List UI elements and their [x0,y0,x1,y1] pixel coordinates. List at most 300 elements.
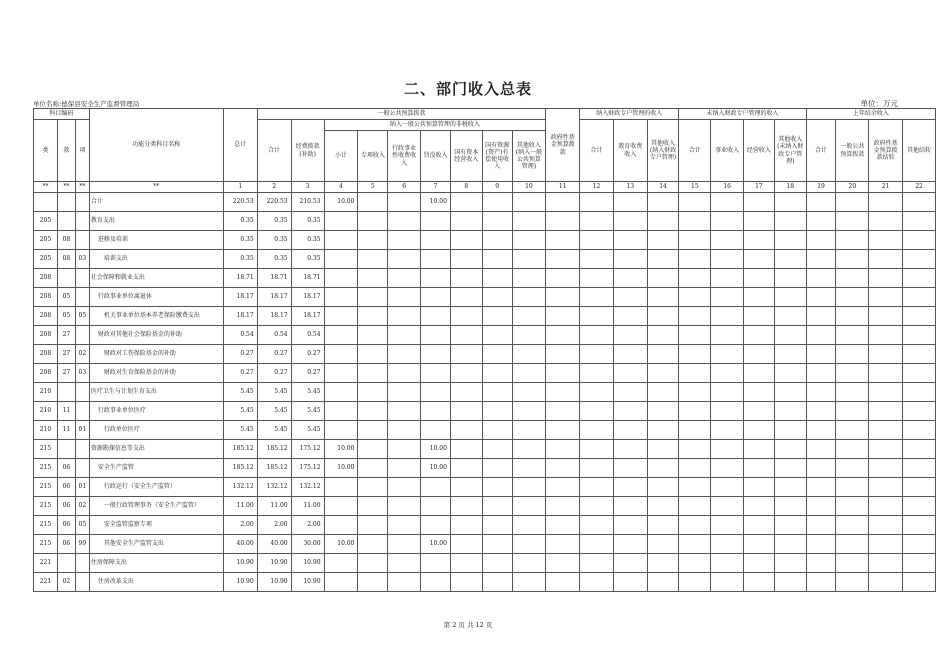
empty-cell [836,459,869,478]
empty-cell [679,231,711,250]
tax-subtotal-cell [324,307,358,326]
empty-cell [711,345,744,364]
fine-cell [421,516,451,535]
empty-cell [613,497,647,516]
empty-cell [869,269,903,288]
empty-cell [679,288,711,307]
empty-cell [774,288,806,307]
empty-cell [869,535,903,554]
general-budget-header: 一般公共预算拨款 [257,109,546,120]
empty-cell [450,231,482,250]
empty-cell [450,383,482,402]
func-name-cell: 培训支出 [89,250,223,269]
tax-subtotal-cell: 10.00 [324,459,358,478]
empty-cell [744,193,775,212]
empty-cell [711,440,744,459]
empty-cell [647,497,679,516]
empty-cell [358,421,388,440]
empty-cell [774,307,806,326]
func-name-cell: 资源勘探信息等支出 [89,440,223,459]
table-row [34,535,936,554]
empty-cell [711,535,744,554]
empty-cell [613,383,647,402]
empty-cell [388,402,421,421]
empty-cell [806,459,836,478]
total-cell: 2.00 [223,516,257,535]
column-number-cell: 11 [546,182,580,193]
gen-total-cell: 2.00 [257,516,291,535]
empty-cell [613,231,647,250]
state-asset-header: 国有资源(资产)有偿使用收入 [482,131,512,182]
empty-cell [679,307,711,326]
empty-cell [647,269,679,288]
empty-cell [482,250,512,269]
empty-cell [903,478,936,497]
empty-cell [647,535,679,554]
gen-fund-cell: 0.27 [291,345,324,364]
empty-cell [388,307,421,326]
column-number-cell: 8 [450,182,482,193]
total-cell: 220.53 [223,193,257,212]
empty-cell [806,497,836,516]
table-row [34,497,936,516]
lei-cell: 221 [34,573,58,592]
xiang-cell [75,459,89,478]
empty-cell [512,326,546,345]
empty-cell [679,250,711,269]
empty-cell [512,478,546,497]
empty-cell [613,421,647,440]
gen-total-header: 合计 [257,120,291,182]
empty-cell [647,421,679,440]
empty-cell [450,212,482,231]
empty-cell [388,345,421,364]
empty-cell [869,573,903,592]
empty-cell [358,516,388,535]
ly-total-header: 合计 [806,120,836,182]
sp-total-header: 合计 [580,120,614,182]
empty-cell [450,440,482,459]
total-header: 总计 [223,109,257,182]
table-row [34,288,936,307]
empty-cell [806,554,836,573]
empty-cell [744,573,775,592]
empty-cell [806,212,836,231]
kuan-cell [57,269,75,288]
fine-cell [421,554,451,573]
tax-subtotal-cell [324,250,358,269]
empty-cell [358,269,388,288]
empty-cell [647,326,679,345]
empty-cell [546,250,580,269]
kuan-cell: 02 [57,573,75,592]
kuan-cell: 11 [57,402,75,421]
xiang-cell: 02 [75,345,89,364]
empty-cell [512,402,546,421]
gen-total-cell: 18.71 [257,269,291,288]
last-year-header: 上年结余收入 [806,109,935,120]
tax-subtotal-cell [324,364,358,383]
lei-cell [34,193,58,212]
tax-subtotal-cell: 10.00 [324,535,358,554]
gen-fund-cell: 18.71 [291,269,324,288]
empty-cell [869,307,903,326]
empty-cell [711,497,744,516]
func-name-cell: 住房改革支出 [89,573,223,592]
total-cell: 40.00 [223,535,257,554]
column-number-cell: 1 [223,182,257,193]
gen-fund-cell: 5.45 [291,402,324,421]
special-income-col-header: 专项收入 [358,131,388,182]
empty-cell [903,573,936,592]
table-row [34,478,936,497]
empty-cell [482,326,512,345]
empty-cell [869,212,903,231]
kuan-cell: 08 [57,250,75,269]
total-cell: 5.45 [223,402,257,421]
empty-cell [806,440,836,459]
empty-cell [836,440,869,459]
func-name-cell: 行政事业单位医疗 [89,402,223,421]
empty-cell [711,459,744,478]
empty-cell [358,193,388,212]
empty-cell [869,326,903,345]
fine-cell [421,497,451,516]
gen-fund-cell: 0.35 [291,250,324,269]
empty-cell [869,193,903,212]
empty-cell [806,364,836,383]
lei-header: 类 [34,120,58,182]
fine-cell: 10.00 [421,193,451,212]
column-number-cell: 4 [324,182,358,193]
empty-cell [774,269,806,288]
tax-subtotal-cell [324,402,358,421]
empty-cell [647,288,679,307]
empty-cell [903,440,936,459]
total-cell: 18.71 [223,269,257,288]
empty-cell [744,421,775,440]
fine-cell [421,383,451,402]
xiang-cell: 01 [75,478,89,497]
total-cell: 5.45 [223,421,257,440]
xiang-cell: 01 [75,421,89,440]
empty-cell [546,554,580,573]
empty-cell [679,554,711,573]
fine-cell [421,212,451,231]
lei-cell: 215 [34,535,58,554]
table-row [34,193,936,212]
column-number-cell: 6 [388,182,421,193]
empty-cell [647,231,679,250]
empty-cell [358,440,388,459]
empty-cell [869,231,903,250]
state-capital-header: 国有资本经营收入 [450,131,482,182]
empty-cell [744,440,775,459]
lei-cell: 221 [34,554,58,573]
column-number-row [34,182,936,193]
empty-cell [647,345,679,364]
ly-gen-header: 一般公共预算拨款 [836,120,869,182]
gen-fund-cell: 175.12 [291,440,324,459]
xiang-cell: 05 [75,516,89,535]
lei-cell: 208 [34,364,58,383]
func-name-cell: 进修及培训 [89,231,223,250]
empty-cell [450,250,482,269]
empty-cell [450,269,482,288]
gen-total-cell: 40.00 [257,535,291,554]
empty-cell [450,288,482,307]
lei-cell: 210 [34,402,58,421]
empty-cell [613,554,647,573]
empty-cell [358,535,388,554]
empty-cell [580,440,614,459]
empty-cell [744,459,775,478]
kuan-cell: 06 [57,478,75,497]
empty-cell [388,478,421,497]
gen-total-cell: 18.17 [257,288,291,307]
gen-fund-header: 经费拨款(补助) [291,120,324,182]
empty-cell [546,231,580,250]
empty-cell [512,573,546,592]
gen-fund-cell: 0.35 [291,231,324,250]
tax-subtotal-cell [324,383,358,402]
tax-subtotal-cell [324,497,358,516]
empty-cell [744,364,775,383]
xiang-cell: 03 [75,364,89,383]
lei-cell: 215 [34,459,58,478]
table-row [34,383,936,402]
empty-cell [711,212,744,231]
empty-cell [679,421,711,440]
empty-cell [869,459,903,478]
biz-income-header: 事业收入 [711,120,744,182]
tax-subtotal-cell: 10.00 [324,193,358,212]
empty-cell [836,307,869,326]
empty-cell [546,516,580,535]
empty-cell [744,535,775,554]
empty-cell [388,231,421,250]
empty-cell [711,478,744,497]
empty-cell [512,269,546,288]
xiang-cell [75,573,89,592]
kuan-cell [57,193,75,212]
gen-total-cell: 5.45 [257,402,291,421]
fine-cell [421,269,451,288]
empty-cell [388,459,421,478]
empty-cell [836,231,869,250]
table-row [34,269,936,288]
empty-cell [836,402,869,421]
table-row [34,516,936,535]
gen-total-cell: 10.90 [257,573,291,592]
empty-cell [647,193,679,212]
empty-cell [903,402,936,421]
empty-cell [613,212,647,231]
empty-cell [806,573,836,592]
xiang-cell [75,231,89,250]
gov-fund-header: 政府性基金预算拨款 [546,109,580,182]
lei-cell: 208 [34,345,58,364]
column-number-cell: 20 [836,182,869,193]
empty-cell [774,402,806,421]
empty-cell [806,421,836,440]
empty-cell [836,478,869,497]
empty-cell [869,383,903,402]
empty-cell [903,459,936,478]
empty-cell [774,459,806,478]
empty-cell [512,212,546,231]
table-row [34,421,936,440]
lei-cell: 210 [34,421,58,440]
func-name-cell: 行政运行（安全生产监管） [89,478,223,497]
kuan-header: 款 [57,120,75,182]
gen-total-cell: 185.12 [257,440,291,459]
empty-cell [580,326,614,345]
empty-cell [580,497,614,516]
xiang-cell [75,383,89,402]
empty-cell [358,345,388,364]
empty-cell [806,535,836,554]
gen-fund-cell: 0.27 [291,364,324,383]
empty-cell [744,250,775,269]
empty-cell [679,345,711,364]
empty-cell [546,459,580,478]
empty-cell [744,554,775,573]
empty-cell [679,383,711,402]
empty-cell [774,573,806,592]
xiang-cell [75,440,89,459]
lei-cell: 205 [34,231,58,250]
column-number-cell: 17 [744,182,775,193]
empty-cell [679,212,711,231]
xiang-cell [75,212,89,231]
empty-cell [546,535,580,554]
total-cell: 10.90 [223,554,257,573]
empty-cell [869,288,903,307]
column-number-cell: 22 [903,182,936,193]
total-cell: 0.35 [223,231,257,250]
empty-cell [482,459,512,478]
empty-cell [774,326,806,345]
empty-cell [774,535,806,554]
empty-cell [711,193,744,212]
tax-subtotal-cell [324,288,358,307]
tax-subtotal-cell [324,326,358,345]
tax-subtotal-cell [324,573,358,592]
empty-cell [580,193,614,212]
empty-cell [836,421,869,440]
empty-cell [869,421,903,440]
gen-total-cell: 220.53 [257,193,291,212]
column-number-cell: 19 [806,182,836,193]
tax-subtotal-cell [324,421,358,440]
empty-cell [711,383,744,402]
table-row [34,573,936,592]
xiang-cell: 03 [75,250,89,269]
table-row [34,231,936,250]
fine-cell [421,288,451,307]
empty-cell [482,440,512,459]
empty-cell [647,250,679,269]
empty-cell [711,307,744,326]
empty-cell [903,231,936,250]
empty-cell [580,269,614,288]
empty-cell [744,269,775,288]
empty-cell [580,554,614,573]
gen-fund-cell: 10.90 [291,573,324,592]
empty-cell [388,383,421,402]
column-number-cell: 14 [647,182,679,193]
empty-cell [613,326,647,345]
empty-cell [580,307,614,326]
empty-cell [711,326,744,345]
empty-cell [836,554,869,573]
empty-cell [836,193,869,212]
func-name-cell: 财政对生育保险基金的补助 [89,364,223,383]
empty-cell [903,326,936,345]
empty-cell [482,497,512,516]
func-name-cell: 合计 [89,193,223,212]
empty-cell [679,269,711,288]
lei-cell: 205 [34,212,58,231]
tax-subtotal-cell: 10.00 [324,440,358,459]
empty-cell [613,516,647,535]
empty-cell [903,288,936,307]
gen-fund-cell: 0.54 [291,326,324,345]
ly-other-header: 其他结转 [903,120,936,182]
empty-cell [580,364,614,383]
empty-cell [836,383,869,402]
empty-cell [903,535,936,554]
special-income-header: 纳入财政专户管理的收入 [580,109,679,120]
empty-cell [546,326,580,345]
gen-total-cell: 5.45 [257,421,291,440]
empty-cell [388,516,421,535]
column-number-cell: 13 [613,182,647,193]
empty-cell [744,307,775,326]
kuan-cell: 27 [57,364,75,383]
empty-cell [647,478,679,497]
fine-cell [421,364,451,383]
empty-cell [388,535,421,554]
empty-cell [512,535,546,554]
func-name-cell: 社会保障和就业支出 [89,269,223,288]
empty-cell [546,383,580,402]
empty-cell [358,250,388,269]
gen-fund-cell: 210.53 [291,193,324,212]
fine-cell [421,231,451,250]
empty-cell [647,364,679,383]
empty-cell [580,402,614,421]
lei-cell: 210 [34,383,58,402]
fine-cell [421,345,451,364]
empty-cell [358,288,388,307]
empty-cell [903,193,936,212]
tax-income-header: 纳入一般公共预算管理的非税收入 [324,120,546,131]
fine-cell: 10.00 [421,440,451,459]
empty-cell [613,269,647,288]
tax-subtotal-cell [324,269,358,288]
empty-cell [869,250,903,269]
empty-cell [358,307,388,326]
empty-cell [388,440,421,459]
func-name-cell: 教育支出 [89,212,223,231]
empty-cell [869,516,903,535]
table-row [34,250,936,269]
empty-cell [482,402,512,421]
column-number-cell: 18 [774,182,806,193]
empty-cell [580,231,614,250]
